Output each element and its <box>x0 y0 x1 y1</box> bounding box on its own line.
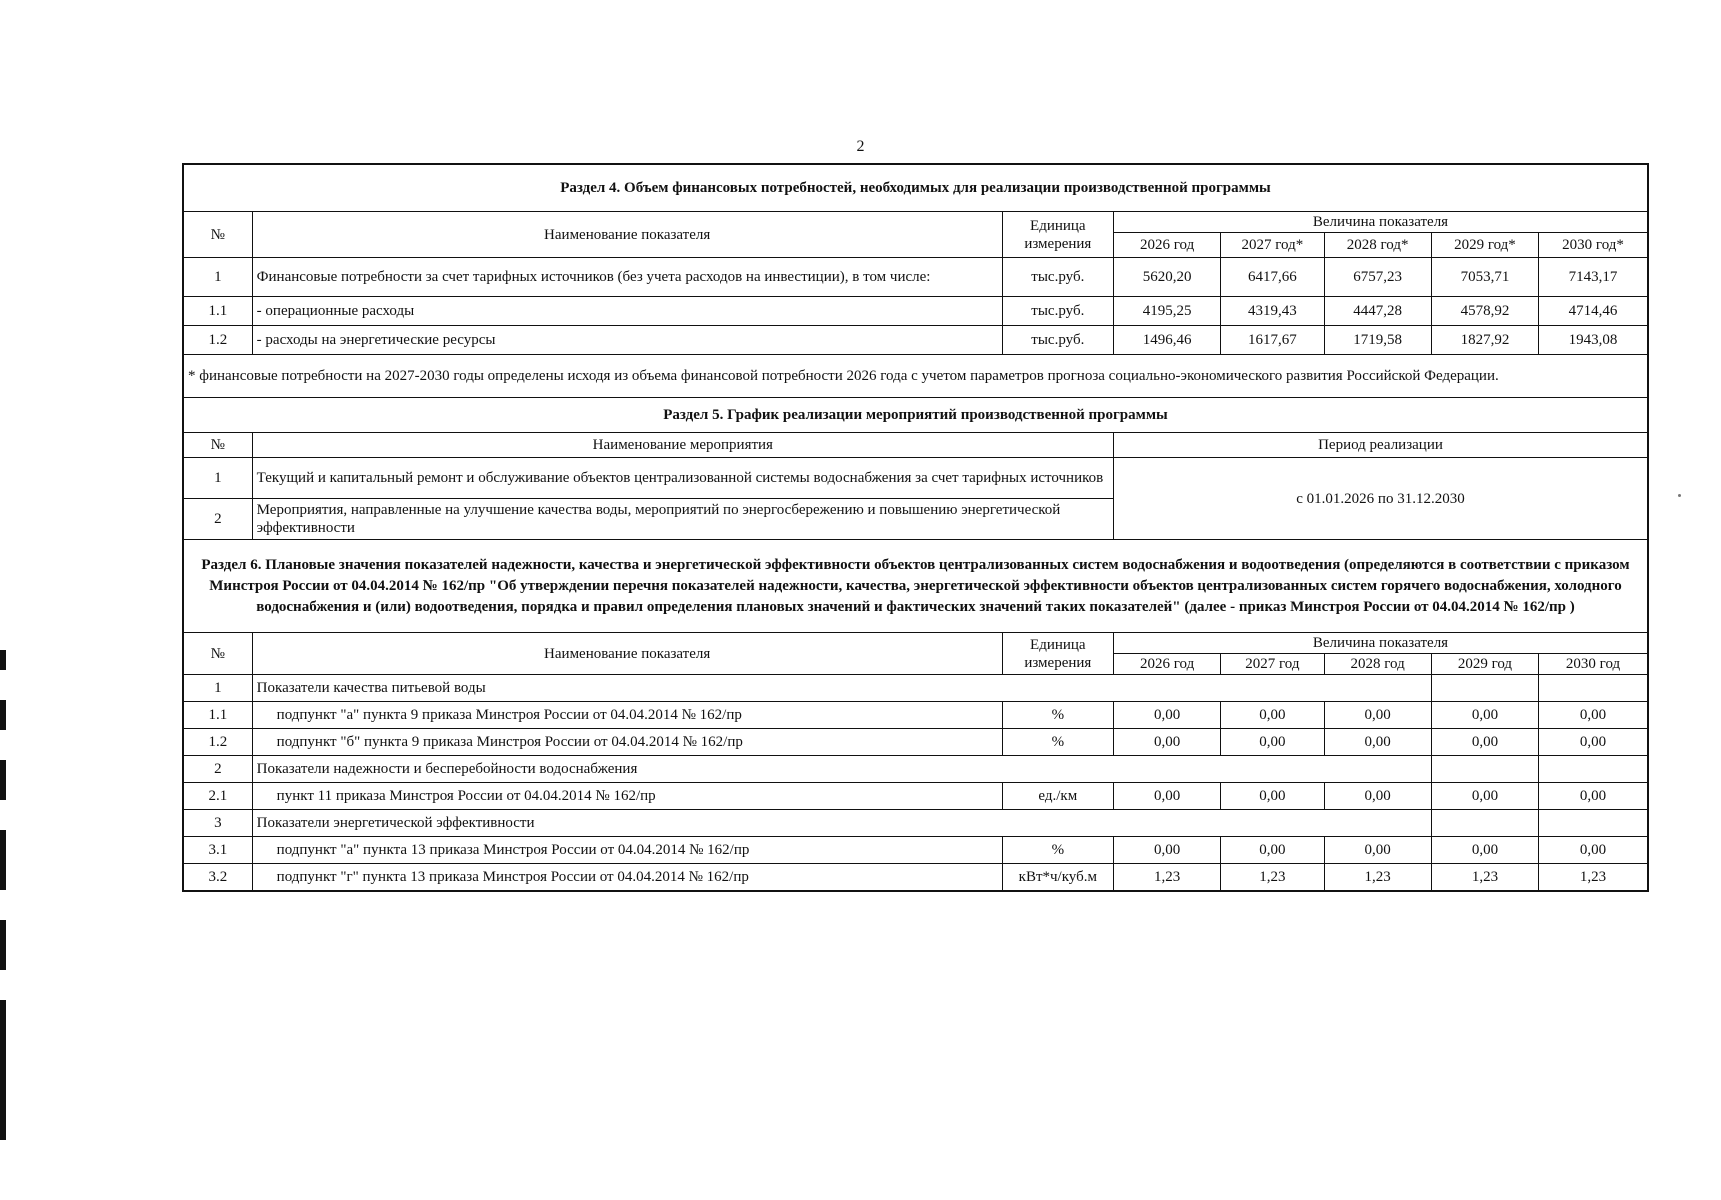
row-no: 1.2 <box>183 729 252 756</box>
table-row <box>183 458 1648 499</box>
row-value: 4319,43 <box>1221 297 1324 326</box>
row-unit: тыс.руб. <box>1002 297 1113 326</box>
row-unit: % <box>1002 837 1113 864</box>
scan-mark <box>0 650 6 670</box>
section5-title: Раздел 5. График реализации мероприятий производственной программы <box>183 398 1648 433</box>
row-value: 0,00 <box>1324 783 1431 810</box>
row-value: 1719,58 <box>1324 326 1431 355</box>
row-value: 0,00 <box>1539 783 1648 810</box>
row-no: 2.1 <box>183 783 252 810</box>
row-value: 0,00 <box>1324 702 1431 729</box>
year-header: 2028 год <box>1324 654 1431 675</box>
group-name: Показатели качества питьевой воды <box>252 675 1431 702</box>
year-header: 2026 год <box>1113 654 1220 675</box>
row-value: 0,00 <box>1431 729 1538 756</box>
document-tables <box>182 163 1649 892</box>
col-unit-header: Единица измерения <box>1002 633 1113 675</box>
row-name: - операционные расходы <box>252 297 1002 326</box>
year-header: 2030 год* <box>1539 233 1648 258</box>
year-header: 2030 год <box>1539 654 1648 675</box>
row-name: Текущий и капитальный ремонт и обслуживание объектов централизованной системы водоснабжения за счет тарифных источников <box>252 458 1113 499</box>
row-name: подпункт "а" пункта 9 приказа Минстроя России от 04.04.2014 № 162/пр <box>252 702 1002 729</box>
col-name-header: Наименование показателя <box>252 212 1002 258</box>
row-value: 6417,66 <box>1221 258 1324 297</box>
row-value: 0,00 <box>1539 837 1648 864</box>
row-name: - расходы на энергетические ресурсы <box>252 326 1002 355</box>
group-row <box>183 756 1648 783</box>
row-value: 1,23 <box>1431 864 1538 892</box>
row-unit: тыс.руб. <box>1002 326 1113 355</box>
section4-header-row <box>183 212 1648 233</box>
year-header: 2029 год <box>1431 654 1538 675</box>
row-no: 1.1 <box>183 297 252 326</box>
section4-title-row <box>183 164 1648 212</box>
empty-cell <box>1539 810 1648 837</box>
row-name: подпункт "г" пункта 13 приказа Минстроя России от 04.04.2014 № 162/пр <box>252 864 1002 892</box>
scan-mark <box>0 1000 6 1140</box>
row-value: 0,00 <box>1113 729 1220 756</box>
col-value-header: Величина показателя <box>1113 212 1648 233</box>
row-value: 0,00 <box>1431 837 1538 864</box>
row-name: Финансовые потребности за счет тарифных источников (без учета расходов на инвестиции), в том числе: <box>252 258 1002 297</box>
col-no-header: № <box>183 433 252 458</box>
row-value: 7053,71 <box>1431 258 1538 297</box>
row-no: 1.2 <box>183 326 252 355</box>
section4-footnote: * финансовые потребности на 2027-2030 годы определены исходя из объема финансовой потребности 2026 года с учетом параметров прогноза социально-экономического развития Российской Федерации. <box>183 355 1648 398</box>
table-row <box>183 864 1648 892</box>
table-row <box>183 258 1648 297</box>
row-name: Мероприятия, направленные на улучшение качества воды, мероприятий по энергосбережению и повышению энергетической эффективности <box>252 499 1113 540</box>
row-value: 4447,28 <box>1324 297 1431 326</box>
page-number: 2 <box>856 138 865 155</box>
row-value: 1,23 <box>1539 864 1648 892</box>
row-unit: тыс.руб. <box>1002 258 1113 297</box>
row-value: 4578,92 <box>1431 297 1538 326</box>
col-no-header: № <box>183 633 252 675</box>
row-unit: % <box>1002 729 1113 756</box>
row-name: подпункт "б" пункта 9 приказа Минстроя России от 04.04.2014 № 162/пр <box>252 729 1002 756</box>
group-row <box>183 675 1648 702</box>
row-value: 0,00 <box>1113 702 1220 729</box>
row-value: 4195,25 <box>1113 297 1220 326</box>
row-name: подпункт "а" пункта 13 приказа Минстроя России от 04.04.2014 № 162/пр <box>252 837 1002 864</box>
col-name-header: Наименование показателя <box>252 633 1002 675</box>
section4-title: Раздел 4. Объем финансовых потребностей, необходимых для реализации производственной программы <box>183 164 1648 212</box>
footnote-row <box>183 355 1648 398</box>
main-table <box>182 163 1649 892</box>
row-unit: кВт*ч/куб.м <box>1002 864 1113 892</box>
row-value: 7143,17 <box>1539 258 1648 297</box>
year-header: 2029 год* <box>1431 233 1538 258</box>
table-row <box>183 326 1648 355</box>
section6-title: Раздел 6. Плановые значения показателей надежности, качества и энергетической эффективности объектов централизованных систем водоснабжения и водоотведения (определяются в соответствии с приказом Минстроя России от 04.04.2014 № 162/пр "Об утверждении перечня показателей надежности, качества, энергетической эффективности объектов централизованных систем горячего водоснабжения, холодного водоснабжения и (или) водоотведения, порядка и правил определения плановых значений и фактических значений таких показателей" (далее - приказ Минстроя России от 04.04.2014 № 162/пр ) <box>183 540 1648 633</box>
row-value: 0,00 <box>1221 729 1324 756</box>
row-value: 1943,08 <box>1539 326 1648 355</box>
row-value: 5620,20 <box>1113 258 1220 297</box>
row-value: 0,00 <box>1539 729 1648 756</box>
row-value: 0,00 <box>1221 702 1324 729</box>
row-no: 1 <box>183 458 252 499</box>
row-value: 6757,23 <box>1324 258 1431 297</box>
group-no: 3 <box>183 810 252 837</box>
row-value: 0,00 <box>1113 837 1220 864</box>
group-no: 1 <box>183 675 252 702</box>
row-no: 3.2 <box>183 864 252 892</box>
row-value: 0,00 <box>1324 729 1431 756</box>
row-value: 1,23 <box>1324 864 1431 892</box>
scan-mark <box>0 920 6 970</box>
row-no: 3.1 <box>183 837 252 864</box>
row-value: 0,00 <box>1113 783 1220 810</box>
empty-cell <box>1539 756 1648 783</box>
col-unit-header: Единица измерения <box>1002 212 1113 258</box>
table-row <box>183 702 1648 729</box>
row-value: 1827,92 <box>1431 326 1538 355</box>
empty-cell <box>1431 756 1538 783</box>
row-name: пункт 11 приказа Минстроя России от 04.04.2014 № 162/пр <box>252 783 1002 810</box>
group-row <box>183 810 1648 837</box>
row-unit: ед./км <box>1002 783 1113 810</box>
section6-header-row <box>183 633 1648 654</box>
year-header: 2028 год* <box>1324 233 1431 258</box>
scan-mark <box>0 830 6 890</box>
row-no: 1.1 <box>183 702 252 729</box>
row-value: 0,00 <box>1324 837 1431 864</box>
table-row <box>183 837 1648 864</box>
year-header: 2026 год <box>1113 233 1220 258</box>
row-value: 4714,46 <box>1539 297 1648 326</box>
period-cell: с 01.01.2026 по 31.12.2030 <box>1113 458 1648 540</box>
row-value: 0,00 <box>1221 837 1324 864</box>
scan-dot <box>1678 494 1681 497</box>
section5-header-row <box>183 433 1648 458</box>
table-row <box>183 783 1648 810</box>
row-no: 2 <box>183 499 252 540</box>
scan-mark <box>0 760 6 800</box>
col-name-header: Наименование мероприятия <box>252 433 1113 458</box>
group-no: 2 <box>183 756 252 783</box>
row-value: 1617,67 <box>1221 326 1324 355</box>
section6-title-row <box>183 540 1648 633</box>
col-value-header: Величина показателя <box>1113 633 1648 654</box>
section5-title-row <box>183 398 1648 433</box>
col-no-header: № <box>183 212 252 258</box>
row-value: 0,00 <box>1221 783 1324 810</box>
row-value: 0,00 <box>1431 783 1538 810</box>
group-name: Показатели надежности и бесперебойности водоснабжения <box>252 756 1431 783</box>
empty-cell <box>1431 675 1538 702</box>
row-no: 1 <box>183 258 252 297</box>
scan-mark <box>0 700 6 730</box>
year-header: 2027 год* <box>1221 233 1324 258</box>
group-name: Показатели энергетической эффективности <box>252 810 1431 837</box>
row-unit: % <box>1002 702 1113 729</box>
row-value: 1496,46 <box>1113 326 1220 355</box>
row-value: 0,00 <box>1431 702 1538 729</box>
empty-cell <box>1539 675 1648 702</box>
row-value: 0,00 <box>1539 702 1648 729</box>
col-period-header: Период реализации <box>1113 433 1648 458</box>
row-value: 1,23 <box>1113 864 1220 892</box>
year-header: 2027 год <box>1221 654 1324 675</box>
empty-cell <box>1431 810 1538 837</box>
table-row <box>183 297 1648 326</box>
row-value: 1,23 <box>1221 864 1324 892</box>
table-row <box>183 729 1648 756</box>
